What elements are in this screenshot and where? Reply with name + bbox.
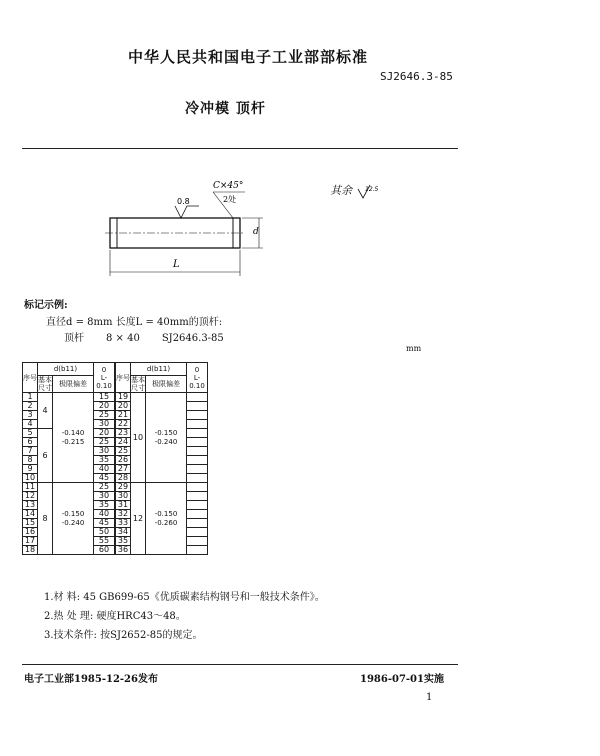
dimension-table	[22, 362, 208, 555]
example-std: SJ2646.3-85	[161, 333, 224, 344]
cell-no: 24	[115, 438, 131, 447]
cell-no: 6	[23, 438, 38, 447]
cell-no: 26	[115, 456, 131, 465]
remaining-value: 12.5	[364, 186, 378, 193]
col-header-base: 基本尺寸	[38, 376, 52, 392]
cell-L	[187, 438, 208, 447]
cell-no: 12	[23, 492, 38, 501]
document-title: 冷冲模 顶杆	[185, 101, 266, 117]
cell-no: 14	[23, 510, 38, 519]
cell-no: 18	[23, 546, 38, 555]
cell-no: 30	[115, 492, 131, 501]
cell-L	[187, 510, 208, 519]
standard-organization: 中华人民共和国电子工业部部标准	[128, 48, 369, 66]
cell-no: 31	[115, 501, 131, 510]
top-divider	[22, 148, 458, 149]
chamfer-label: C×45°	[213, 181, 244, 191]
cell-no: 34	[115, 528, 131, 537]
cell-L: 20	[94, 429, 116, 438]
cell-L	[187, 483, 208, 492]
cell-no: 3	[23, 411, 38, 420]
cell-d: 10	[131, 393, 146, 483]
cell-no: 1	[23, 393, 38, 402]
table-row	[23, 393, 208, 402]
page-number: 1	[426, 692, 433, 703]
cell-no: 28	[115, 474, 131, 483]
cell-L: 30	[94, 447, 116, 456]
example-name: 顶杆	[64, 333, 84, 344]
cell-L	[187, 501, 208, 510]
pin-drawing	[95, 170, 285, 280]
cell-no: 9	[23, 465, 38, 474]
note-item: 3.技术条件: 按SJ2652-85的规定。	[44, 630, 203, 641]
cell-d: 6	[38, 429, 53, 483]
col-header-dev: 极限偏差	[146, 376, 187, 393]
example-heading: 标记示例:	[24, 300, 68, 311]
col-header-no: 序号	[23, 363, 38, 393]
cell-L: 15	[94, 393, 116, 402]
cell-no: 19	[115, 393, 131, 402]
cell-dev: -0.150 -0.260	[146, 483, 187, 555]
col-header-no: 序号	[115, 363, 131, 393]
bottom-divider	[22, 664, 458, 665]
cell-L	[187, 474, 208, 483]
effective-date: 1986-07-01实施	[360, 674, 444, 685]
cell-d: 4	[38, 393, 53, 429]
cell-L	[187, 465, 208, 474]
cell-L: 30	[94, 420, 116, 429]
cell-L: 25	[94, 438, 116, 447]
cell-no: 7	[23, 447, 38, 456]
cell-no: 20	[115, 402, 131, 411]
cell-L	[187, 546, 208, 555]
cell-no: 16	[23, 528, 38, 537]
col-header-L: 0 L-0.10	[187, 363, 208, 393]
cell-no: 17	[23, 537, 38, 546]
dim-L-label: L	[173, 259, 180, 270]
cell-L: 35	[94, 501, 116, 510]
cell-no: 4	[23, 420, 38, 429]
cell-L: 20	[94, 402, 116, 411]
cell-L	[187, 456, 208, 465]
cell-no: 35	[115, 537, 131, 546]
cell-L: 45	[94, 474, 116, 483]
cell-L	[187, 429, 208, 438]
cell-no: 8	[23, 456, 38, 465]
cell-no: 25	[115, 447, 131, 456]
cell-L	[187, 420, 208, 429]
cell-L	[187, 528, 208, 537]
cell-L: 55	[94, 537, 116, 546]
cell-no: 5	[23, 429, 38, 438]
cell-L: 40	[94, 465, 116, 474]
cell-d: 8	[38, 483, 53, 555]
cell-no: 23	[115, 429, 131, 438]
example-marking	[64, 329, 246, 344]
cell-no: 33	[115, 519, 131, 528]
remaining-label: 其余	[330, 184, 352, 197]
note-item: 1.材 料: 45 GB699-65《优质碳素结构钢号和一般技术条件》。	[44, 592, 325, 603]
roughness-remaining	[330, 182, 378, 199]
cell-L: 45	[94, 519, 116, 528]
published-date: 电子工业部1985-12-26发布	[24, 674, 158, 685]
col-header-L: 0 L-0.10	[94, 363, 116, 393]
example-size: 8 × 40	[106, 333, 140, 344]
cell-dev: -0.150 -0.240	[146, 393, 187, 483]
cell-L: 50	[94, 528, 116, 537]
cell-L: 60	[94, 546, 116, 555]
cell-no: 27	[115, 465, 131, 474]
cell-no: 10	[23, 474, 38, 483]
cell-d: 12	[131, 483, 146, 555]
cell-dev: -0.140 -0.215	[53, 393, 94, 483]
cell-no: 21	[115, 411, 131, 420]
col-header-d: d(b11)	[131, 363, 187, 376]
cell-L	[187, 519, 208, 528]
unit-label: mm	[406, 344, 422, 353]
roughness-symbol-icon	[356, 183, 378, 199]
cell-L	[187, 402, 208, 411]
cell-no: 2	[23, 402, 38, 411]
roughness-top: 0.8	[177, 197, 190, 206]
cell-L: 35	[94, 456, 116, 465]
table-row	[23, 483, 208, 492]
cell-L	[187, 537, 208, 546]
col-header-d: d(b11)	[38, 363, 94, 376]
cell-L	[187, 447, 208, 456]
cell-no: 11	[23, 483, 38, 492]
cell-no: 29	[115, 483, 131, 492]
cell-no: 36	[115, 546, 131, 555]
col-header-dev: 极限偏差	[53, 376, 94, 393]
cell-L: 30	[94, 492, 116, 501]
notes	[44, 588, 325, 645]
cell-no: 15	[23, 519, 38, 528]
cell-L	[187, 393, 208, 402]
note-item: 2.热 处 理: 硬度HRC43～48。	[44, 611, 186, 622]
cell-L: 40	[94, 510, 116, 519]
dim-d-label: d	[253, 227, 259, 237]
cell-no: 32	[115, 510, 131, 519]
col-header-base: 基本尺寸	[131, 376, 145, 392]
standard-number: SJ2646.3-85	[380, 70, 453, 83]
cell-L: 25	[94, 411, 116, 420]
cell-no: 22	[115, 420, 131, 429]
cell-L: 25	[94, 483, 116, 492]
example-line: 直径d = 8mm 长度L = 40mm的顶杆:	[46, 317, 223, 328]
chamfer-count: 2处	[223, 195, 237, 204]
cell-L	[187, 411, 208, 420]
cell-no: 13	[23, 501, 38, 510]
cell-dev: -0.150 -0.240	[53, 483, 94, 555]
cell-L	[187, 492, 208, 501]
